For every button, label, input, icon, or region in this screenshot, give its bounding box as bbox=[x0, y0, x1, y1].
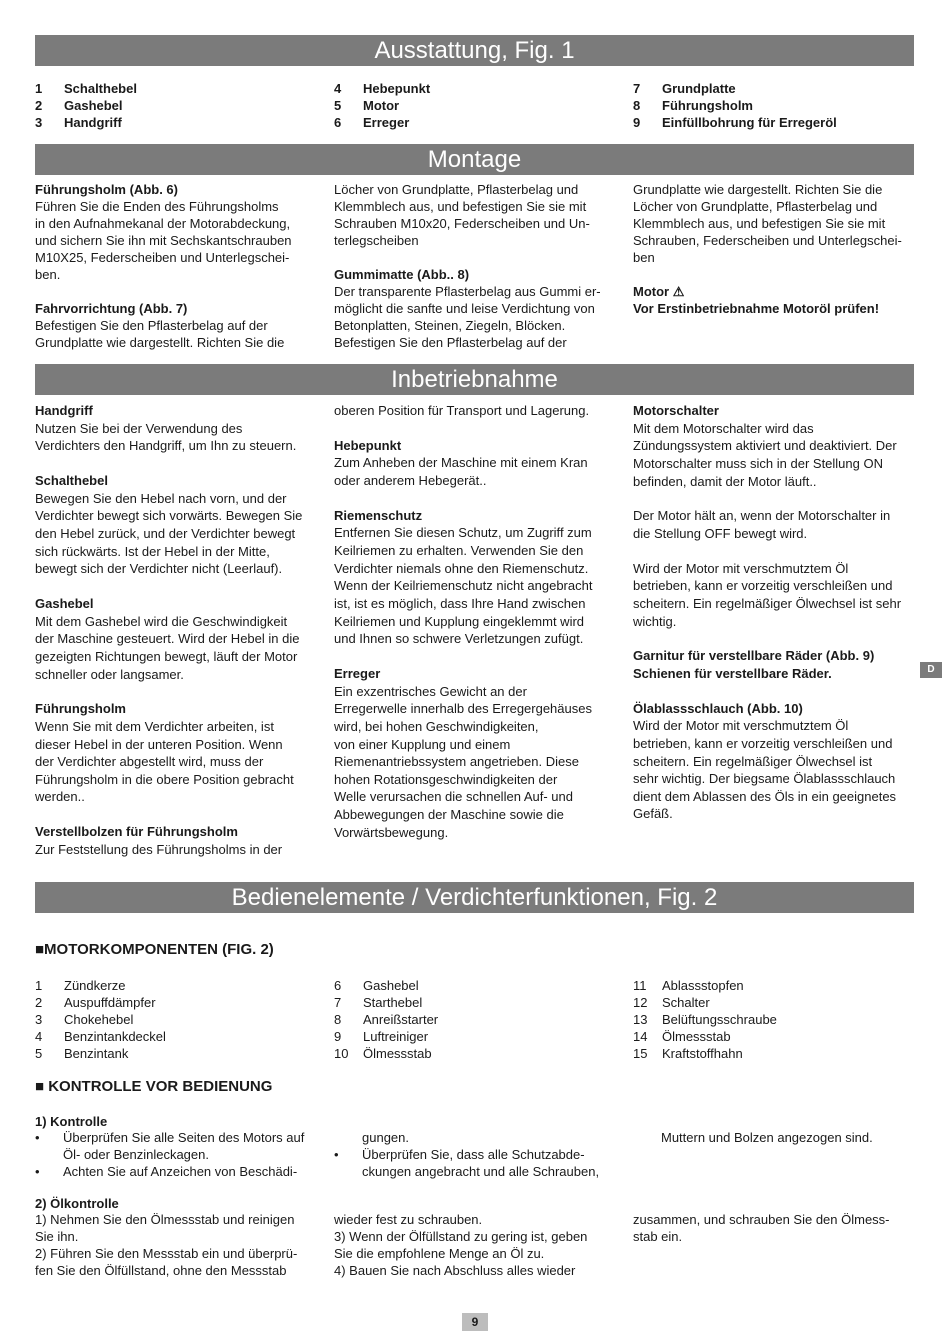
bullet-line bbox=[35, 1129, 325, 1146]
text-line: Verdichters den Handgriff, um Ihn zu steuern. bbox=[35, 438, 297, 454]
list-item bbox=[334, 1011, 624, 1028]
oil-check-subheading: 2) Ölkontrolle bbox=[35, 1196, 119, 1211]
text-line: Mit dem Motorschalter wird das bbox=[633, 420, 814, 436]
item-label: Benzintankdeckel bbox=[64, 1029, 166, 1044]
text-line: Verdichter bewegt sich vorwärts. Bewegen Sie bbox=[35, 508, 303, 524]
section-header-ausstattung: Ausstattung, Fig. 1 bbox=[35, 35, 914, 66]
section-header-montage: Montage bbox=[35, 144, 914, 175]
text-line: Ein exzentrisches Gewicht an der bbox=[334, 683, 527, 699]
list-item bbox=[35, 994, 325, 1011]
paragraph-heading: Schalthebel bbox=[35, 472, 108, 488]
check-col-1 bbox=[35, 1129, 325, 1180]
bullet-icon: • bbox=[334, 1147, 339, 1162]
text-line: stab ein. bbox=[633, 1229, 683, 1244]
text-line: M10X25, Federscheiben und Unterlegschei- bbox=[35, 250, 290, 265]
text-line: Wird der Motor mit verschmutztem Öl bbox=[633, 560, 849, 576]
text-line: von einer Kupplung und einem bbox=[334, 736, 511, 752]
bullet-text: gungen. bbox=[362, 1130, 409, 1145]
list-item bbox=[35, 1011, 325, 1028]
list-item bbox=[35, 977, 325, 994]
item-number: 1 bbox=[35, 978, 43, 993]
text-line: Der transparente Pflasterbelag aus Gummi er- bbox=[334, 284, 601, 299]
text-line: fen Sie den Ölfüllstand, ohne den Messstab bbox=[35, 1263, 287, 1278]
item-number: 9 bbox=[334, 1029, 342, 1044]
item-number: 3 bbox=[35, 115, 43, 130]
text-line: werden.. bbox=[35, 789, 85, 805]
text-line: ben bbox=[633, 250, 655, 265]
check-col-2 bbox=[334, 1129, 624, 1180]
item-label: Auspuffdämpfer bbox=[64, 995, 156, 1010]
item-label: Kraftstoffhahn bbox=[662, 1046, 743, 1061]
paragraph-heading: Hebepunkt bbox=[334, 437, 402, 453]
paragraph-heading: Vor Erstinbetriebnahme Motoröl prüfen! bbox=[633, 301, 880, 316]
list-item bbox=[35, 97, 325, 114]
paragraph-gap bbox=[334, 648, 624, 665]
text-line: sehr wichtig. Der biegsame Ölablassschlauch bbox=[633, 771, 896, 787]
item-number: 3 bbox=[35, 1012, 43, 1027]
item-label: Schalthebel bbox=[64, 81, 137, 96]
text-line: Welle verursachen die schnellen Auf- und bbox=[334, 789, 573, 805]
paragraph-heading: Verstellbolzen für Führungsholm bbox=[35, 824, 238, 840]
text-line: ist, ist es möglich, dass Ihre Hand zwischen bbox=[334, 595, 586, 611]
text-line: Klemmblech aus, und befestigen Sie sie mit bbox=[334, 199, 587, 214]
list-item bbox=[633, 994, 923, 1011]
text-line: Befestigen Sie den Pflasterbelag auf der bbox=[334, 335, 567, 350]
section-header-bedienelemente: Bedienelemente / Verdichterfunktionen, Fig. 2 bbox=[35, 882, 914, 913]
item-number: 2 bbox=[35, 995, 43, 1010]
paragraph-heading: Handgriff bbox=[35, 403, 93, 418]
inbetrieb-col-2 bbox=[334, 402, 624, 841]
text-line: der Maschine gesteuert. Wird der Hebel in die bbox=[35, 631, 300, 647]
item-number: 4 bbox=[35, 1029, 43, 1044]
item-label: Führungsholm bbox=[662, 98, 753, 113]
paragraph-heading: Erreger bbox=[334, 665, 381, 681]
list-item bbox=[334, 977, 624, 994]
text-line: Zündungssystem aktiviert und deaktiviert. Der bbox=[633, 438, 897, 454]
text-line: hohen Rotationsgeschwindigkeiten der bbox=[334, 771, 558, 787]
components-col-2 bbox=[334, 977, 624, 1062]
paragraph-gap bbox=[35, 578, 325, 595]
item-label: Anreißstarter bbox=[363, 1012, 439, 1027]
text-line: gezeigten Richtungen bewegt, läuft der Motor bbox=[35, 648, 298, 664]
list-item bbox=[633, 80, 923, 97]
text-line: Schrauben, Federscheiben und Unterlegschei- bbox=[633, 233, 902, 248]
text-line: terlegscheiben bbox=[334, 233, 419, 248]
motor-components-heading: ■MOTORKOMPONENTEN (FIG. 2) bbox=[35, 941, 274, 958]
text-line: Führen Sie die Enden des Führungsholms bbox=[35, 199, 279, 214]
text-line: Betonplatten, Steinen, Ziegeln, Blöcken. bbox=[334, 318, 566, 333]
item-label: Belüftungsschraube bbox=[662, 1012, 777, 1027]
oil-col-3 bbox=[633, 1211, 923, 1245]
paragraph-gap bbox=[633, 266, 923, 283]
item-number: 6 bbox=[334, 115, 342, 130]
oil-col-2 bbox=[334, 1211, 624, 1279]
text-line: Mit dem Gashebel wird die Geschwindigkeit bbox=[35, 613, 288, 629]
paragraph-heading: Fahrvorrichtung (Abb. 7) bbox=[35, 301, 188, 316]
text-line: der Verdichter abgestellt wird, muss der bbox=[35, 754, 264, 770]
check-subheading: 1) Kontrolle bbox=[35, 1114, 108, 1129]
text-line: bewegt sich der Verdichter nicht (Leerlauf). bbox=[35, 561, 283, 577]
item-label: Einfüllbohrung für Erregeröl bbox=[662, 115, 837, 130]
paragraph-heading: Schienen für verstellbare Räder. bbox=[633, 665, 832, 681]
check-col-3 bbox=[633, 1129, 923, 1146]
paragraph-heading: Ölablassschlauch (Abb. 10) bbox=[633, 700, 803, 716]
item-number: 2 bbox=[35, 98, 43, 113]
item-label: Schalter bbox=[662, 995, 710, 1010]
bullet-text: ckungen angebracht und alle Schrauben, bbox=[362, 1164, 600, 1179]
bullet-text: Überprüfen Sie alle Seiten des Motors auf bbox=[63, 1130, 305, 1145]
text-line: Motorschalter muss sich in der Stellung ON bbox=[633, 455, 883, 471]
paragraph-gap bbox=[35, 683, 325, 700]
item-label: Ölmessstab bbox=[662, 1029, 731, 1044]
bullet-text: Muttern und Bolzen angezogen sind. bbox=[661, 1130, 873, 1145]
text-line: den Hebel zurück, und der Verdichter bewegt bbox=[35, 525, 296, 541]
text-line: Abbewegungen der Maschine sowie die bbox=[334, 807, 564, 823]
list-item bbox=[633, 114, 923, 131]
montage-col-1 bbox=[35, 181, 325, 351]
list-item bbox=[633, 97, 923, 114]
text-line: Erregerwelle innerhalb des Erregergehäuses bbox=[334, 701, 592, 717]
list-item bbox=[633, 977, 923, 994]
list-item bbox=[334, 97, 624, 114]
text-line: betrieben, kann er vorzeitig verschleißen und bbox=[633, 578, 893, 594]
text-line: Vorwärtsbewegung. bbox=[334, 824, 449, 840]
text-line: zusammen, und schrauben Sie den Ölmess- bbox=[633, 1212, 890, 1227]
item-number: 1 bbox=[35, 81, 43, 96]
text-line: Sie die empfohlene Menge an Öl zu. bbox=[334, 1246, 545, 1261]
item-number: 13 bbox=[633, 1012, 648, 1027]
text-line: 2) Führen Sie den Messstab ein und überprü- bbox=[35, 1246, 298, 1261]
item-number: 5 bbox=[35, 1046, 43, 1061]
text-line: Zur Feststellung des Führungsholms in der bbox=[35, 841, 283, 857]
paragraph-heading: Führungsholm (Abb. 6) bbox=[35, 182, 178, 197]
bullet-line bbox=[334, 1129, 624, 1146]
list-item bbox=[334, 1045, 624, 1062]
item-label: Gashebel bbox=[64, 98, 123, 113]
language-tab-d: D bbox=[920, 662, 942, 678]
item-label: Luftreiniger bbox=[363, 1029, 429, 1044]
text-line: Befestigen Sie den Pflasterbelag auf der bbox=[35, 318, 268, 333]
paragraph-gap bbox=[334, 249, 624, 266]
text-line: und Ihnen so schwere Verletzungen zufügt. bbox=[334, 631, 584, 647]
list-item bbox=[633, 1028, 923, 1045]
list-item bbox=[633, 1045, 923, 1062]
text-line: betrieben, kann er vorzeitig verschleißen und bbox=[633, 735, 893, 751]
text-line: scheitern. Ein regelmäßiger Ölwechsel ist sehr bbox=[633, 595, 902, 611]
text-line: Löcher von Grundplatte, Pflasterbelag und bbox=[334, 182, 579, 197]
list-item bbox=[35, 1028, 325, 1045]
text-line: scheitern. Ein regelmäßiger Ölwechsel ist bbox=[633, 753, 873, 769]
bullet-text: Überprüfen Sie, dass alle Schutzabde- bbox=[362, 1147, 585, 1162]
item-label: Motor bbox=[363, 98, 400, 113]
montage-col-2 bbox=[334, 181, 624, 351]
components-col-3 bbox=[633, 977, 923, 1062]
text-line: Schrauben M10x20, Federscheiben und Un- bbox=[334, 216, 590, 231]
list-item bbox=[334, 994, 624, 1011]
item-number: 10 bbox=[334, 1046, 349, 1061]
pre-operation-check-heading: ■ KONTROLLE VOR BEDIENUNG bbox=[35, 1078, 273, 1095]
text-line: Verdichter niemals ohne den Riemenschutz. bbox=[334, 560, 589, 576]
text-line: Keilriemen und Kupplung eingeklemmt wird bbox=[334, 613, 585, 629]
text-line: Wenn der Keilriemenschutz nicht angebracht bbox=[334, 578, 593, 594]
item-label: Benzintank bbox=[64, 1046, 129, 1061]
list-item bbox=[35, 1045, 325, 1062]
item-label: Handgriff bbox=[64, 115, 122, 130]
bullet-line bbox=[35, 1163, 325, 1180]
text-line: Nutzen Sie bei der Verwendung des bbox=[35, 420, 243, 436]
bullet-text: Öl- oder Benzinleckagen. bbox=[63, 1147, 209, 1162]
components-col-1 bbox=[35, 977, 325, 1062]
text-line: schneller oder langsamer. bbox=[35, 666, 184, 682]
list-item bbox=[633, 1011, 923, 1028]
item-number: 8 bbox=[334, 1012, 342, 1027]
paragraph-gap bbox=[633, 543, 923, 560]
text-line: Klemmblech aus, und befestigen Sie sie mit bbox=[633, 216, 886, 231]
item-number: 14 bbox=[633, 1029, 648, 1044]
inbetrieb-col-1 bbox=[35, 402, 325, 858]
text-line: Grundplatte wie dargestellt. Richten Sie die bbox=[35, 335, 285, 350]
text-line: Keilriemen zu erhalten. Verwenden Sie den bbox=[334, 542, 584, 558]
page-number: 9 bbox=[462, 1313, 488, 1331]
item-label: Hebepunkt bbox=[363, 81, 431, 96]
item-label: Starthebel bbox=[363, 995, 423, 1010]
text-line: wird, bei hohen Geschwindigkeiten, bbox=[334, 718, 539, 734]
paragraph-heading: Motor ⚠ bbox=[633, 284, 685, 299]
text-line: 1) Nehmen Sie den Ölmessstab und reinigen bbox=[35, 1212, 295, 1227]
paragraph-gap bbox=[633, 683, 923, 700]
list-item bbox=[35, 114, 325, 131]
bullet-icon: • bbox=[35, 1164, 40, 1179]
item-number: 5 bbox=[334, 98, 342, 113]
text-line: Löcher von Grundplatte, Pflasterbelag und bbox=[633, 199, 878, 214]
paragraph-heading: Motorschalter bbox=[633, 403, 719, 418]
text-line: Bewegen Sie den Hebel nach vorn, und der bbox=[35, 490, 287, 506]
bullet-line bbox=[35, 1146, 325, 1163]
item-number: 4 bbox=[334, 81, 342, 96]
item-number: 9 bbox=[633, 115, 641, 130]
text-line: Wenn Sie mit dem Verdichter arbeiten, ist bbox=[35, 718, 274, 734]
item-number: 6 bbox=[334, 978, 342, 993]
item-label: Ablassstopfen bbox=[662, 978, 744, 993]
list-item bbox=[334, 1028, 624, 1045]
paragraph-gap bbox=[35, 806, 325, 823]
equipment-col-1 bbox=[35, 80, 325, 131]
list-item bbox=[35, 80, 325, 97]
item-number: 15 bbox=[633, 1046, 648, 1061]
item-label: Chokehebel bbox=[64, 1012, 134, 1027]
bullet-line bbox=[334, 1163, 624, 1180]
text-line: Zum Anheben der Maschine mit einem Kran bbox=[334, 455, 588, 471]
paragraph-heading: Garnitur für verstellbare Räder (Abb. 9) bbox=[633, 648, 875, 664]
text-line: dient dem Ablassen des Öls in ein geeignetes bbox=[633, 788, 897, 804]
text-line: Gefäß. bbox=[633, 806, 673, 822]
text-line: Riemenantriebssystem angetrieben. Diese bbox=[334, 754, 579, 770]
paragraph-heading: Riemenschutz bbox=[334, 507, 423, 523]
item-label: Erreger bbox=[363, 115, 410, 130]
text-line: Der Motor hält an, wenn der Motorschalter in bbox=[633, 508, 891, 524]
bullet-line bbox=[633, 1129, 923, 1146]
bullet-text: Achten Sie auf Anzeichen von Beschädi- bbox=[63, 1164, 298, 1179]
text-line: Wird der Motor mit verschmutztem Öl bbox=[633, 718, 849, 734]
oil-col-1 bbox=[35, 1211, 325, 1279]
paragraph-gap bbox=[35, 283, 325, 300]
paragraph-gap bbox=[334, 420, 624, 437]
text-line: 3) Wenn der Ölfüllstand zu gering ist, geben bbox=[334, 1229, 588, 1244]
paragraph-gap bbox=[633, 490, 923, 507]
text-line: ben. bbox=[35, 267, 61, 282]
text-line: dieser Hebel in der unteren Position. Wenn bbox=[35, 736, 283, 752]
paragraph-heading: Führungsholm bbox=[35, 701, 126, 717]
section-header-inbetriebnahme: Inbetriebnahme bbox=[35, 364, 914, 395]
item-number: 8 bbox=[633, 98, 641, 113]
list-item bbox=[334, 80, 624, 97]
text-line: möglicht die sanfte und leise Verdichtung von bbox=[334, 301, 595, 316]
item-number: 7 bbox=[334, 995, 342, 1010]
text-line: Sie ihn. bbox=[35, 1229, 79, 1244]
item-label: Gashebel bbox=[363, 978, 419, 993]
text-line: Grundplatte wie dargestellt. Richten Sie die bbox=[633, 182, 883, 197]
paragraph-gap bbox=[35, 455, 325, 472]
text-line: wichtig. bbox=[633, 613, 677, 629]
text-line: sich rückwärts. Ist der Hebel in der Mitte, bbox=[35, 543, 270, 559]
paragraph-gap bbox=[334, 490, 624, 507]
item-number: 7 bbox=[633, 81, 641, 96]
bullet-icon: • bbox=[35, 1130, 40, 1145]
text-line: 4) Bauen Sie nach Abschluss alles wieder bbox=[334, 1263, 576, 1278]
item-label: Grundplatte bbox=[662, 81, 736, 96]
item-number: 11 bbox=[633, 978, 647, 993]
item-label: Ölmessstab bbox=[363, 1046, 432, 1061]
item-number: 12 bbox=[633, 995, 648, 1010]
equipment-col-2 bbox=[334, 80, 624, 131]
text-line: befinden, damit der Motor läuft.. bbox=[633, 473, 817, 489]
text-line: Entfernen Sie diesen Schutz, um Zugriff zum bbox=[334, 525, 592, 541]
paragraph-gap bbox=[633, 630, 923, 647]
inbetrieb-col-3 bbox=[633, 402, 923, 823]
paragraph-heading: Gummimatte (Abb.. 8) bbox=[334, 267, 470, 282]
bullet-line bbox=[334, 1146, 624, 1163]
text-line: wieder fest zu schrauben. bbox=[334, 1212, 483, 1227]
text-line: in den Aufnahmekanal der Motorabdeckung, bbox=[35, 216, 291, 231]
list-item bbox=[334, 114, 624, 131]
text-line: Führungsholm in die obere Position gebracht bbox=[35, 771, 294, 787]
text-line: und sichern Sie ihn mit Sechskantschrauben bbox=[35, 233, 292, 248]
equipment-col-3 bbox=[633, 80, 923, 131]
montage-col-3 bbox=[633, 181, 923, 317]
text-line: oder anderem Hebegerät.. bbox=[334, 472, 487, 488]
item-label: Zündkerze bbox=[64, 978, 126, 993]
text-line: die Stellung OFF bewegt wird. bbox=[633, 525, 808, 541]
paragraph-heading: Gashebel bbox=[35, 595, 94, 611]
text-line: oberen Position für Transport und Lagerung. bbox=[334, 403, 590, 418]
